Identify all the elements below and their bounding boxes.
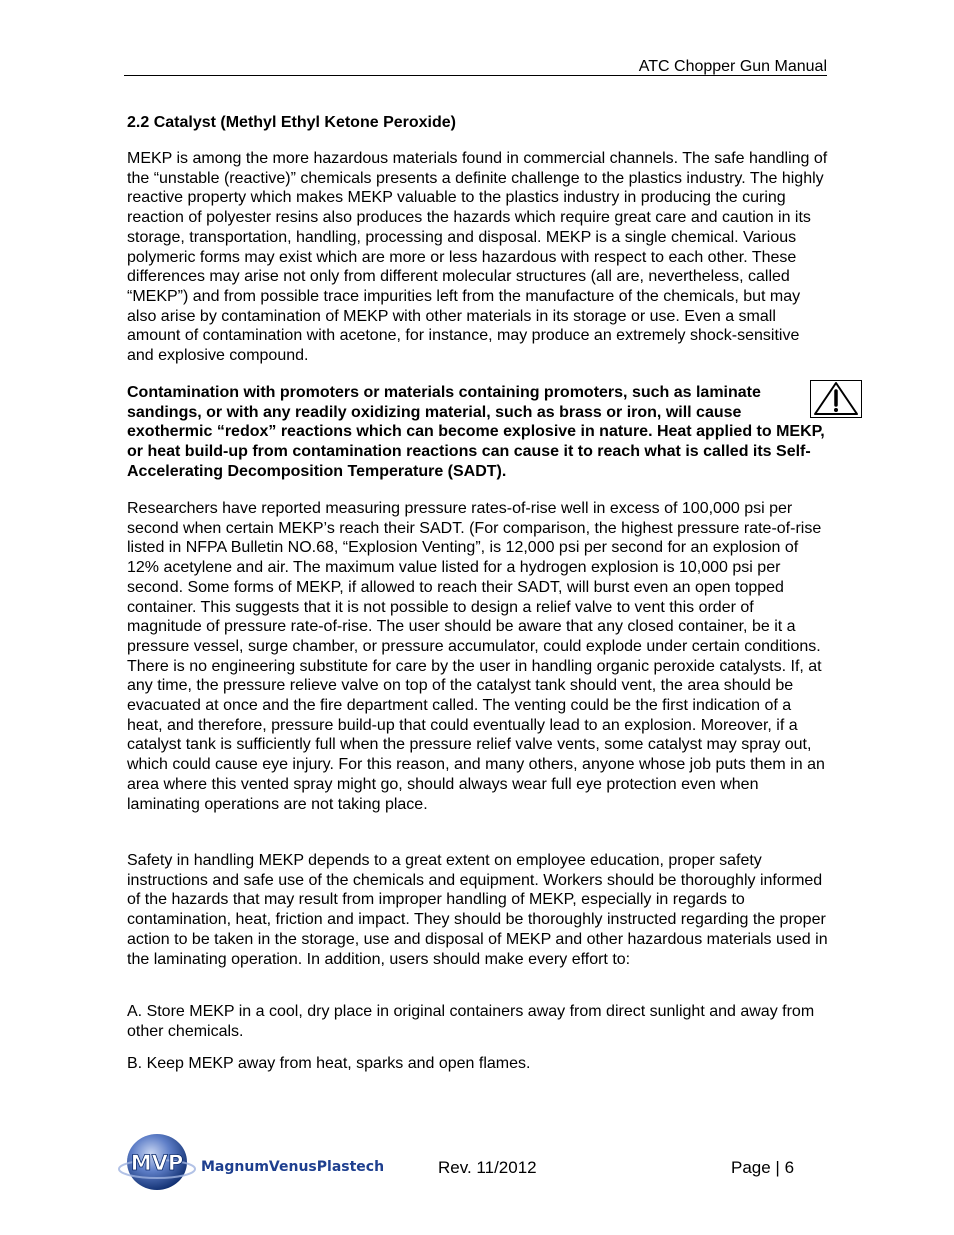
research-paragraph: Researchers have reported measuring pressure rates-of-rise well in excess of 100,000 psi per second when certain MEKP’s reach their SADT. (For comparison, the highest pressure rate-of-rise listed in NFPA Bulletin NO.68, “Explosion Venting”, is 12,000 psi per second for an explosion of 12% acetylene and air. The maximum value listed for a hydrogen explosion is 10,000 psi per second. Some forms of MEKP, if allowed to reach their SADT, will burst even an open topped container. This suggests that it is not possible to design a relief valve to vent this order of magnitude of pressure rate-of-rise. The user should be aware that any closed container, be it a pressure vessel, surge chamber, or pressure accumulator, could explode under certain conditions. There is no engineering substitute for care by the user in handling organic peroxide catalysts. If, at any time, the pressure relieve valve on top of the catalyst tank should vent, the area should be evacuated at once and the fire department called. The venting could be the first indication of a heat, and therefore, pressure build-up that could eventually lead to an explosion. Moreover, if a catalyst tank is sufficiently full when the pressure relief valve vents, some catalyst may spray out, which could cause eye injury. For this reason, and many others, anyone whose job puts them in an area where this vented spray might go, should always wear full eye protection even when laminating operations are not taking place.	[127, 500, 825, 813]
footer-page-number: Page | 6	[731, 1158, 795, 1177]
section-heading: 2.2 Catalyst (Methyl Ethyl Ketone Peroxide)	[127, 114, 456, 131]
logo-text: MagnumVenusPlastech	[201, 1159, 385, 1175]
safety-paragraph: Safety in handling MEKP depends to a great extent on employee education, proper safety instructions and safe use of the chemicals and equipment. Workers should be thoroughly informed of the hazards that may result from improper handling of MEKP, especially in regards to contamination, heat, friction and impact. They should be thoroughly instructed regarding the proper action to be taken in the storage, use and disposal of MEKP and other hazardous materials used in the laminating operation. In addition, users should make every effort to:	[127, 852, 828, 968]
footer-revision: Rev. 11/2012	[438, 1158, 537, 1177]
header-title: ATC Chopper Gun Manual	[638, 58, 827, 75]
intro-paragraph: MEKP is among the more hazardous materials found in commercial channels. The safe handling of the “unstable (reactive)” chemicals presents a definite challenge to the plastics industry. The highly reactive property which makes MEKP valuable to the plastics industry in producing the curing reaction of polyester resins also produces the hazards which require great care and caution in its storage, transportation, handling, processing and disposal. MEKP is a single chemical. Various polymeric forms may exist which are more or less hazardous with respect to each other. These differences may arise not only from different molecular structures (all are, nevertheless, called “MEKP”) and from possible trace impurities left from the manufacture of the chemicals, but may also arise by contamination of MEKP with other materials in its storage or use. Even a small amount of contamination with acetone, for instance, may produce an extremely shock-sensitive and explosive compound.	[127, 150, 828, 365]
header-divider	[124, 75, 827, 76]
warning-paragraph: Contamination with promoters or materials containing promoters, such as laminate sandings, or with any readily oxidizing material, such as brass or iron, will cause exothermic “redox” reactions which can become explosive in nature. Heat applied to MEKP, or heat build-up from contamination reactions can cause it to reach what is called its Self-Accelerating Decomposition Temperature (SADT).	[127, 384, 825, 480]
logo-mark: MVP	[130, 1151, 184, 1175]
warning-triangle-icon	[810, 380, 862, 418]
list-item-a: A. Store MEKP in a cool, dry place in original containers away from direct sunlight and away from other chemicals.	[127, 1003, 815, 1040]
list-item-b: B. Keep MEKP away from heat, sparks and open flames.	[127, 1055, 531, 1072]
company-logo	[117, 1131, 407, 1191]
